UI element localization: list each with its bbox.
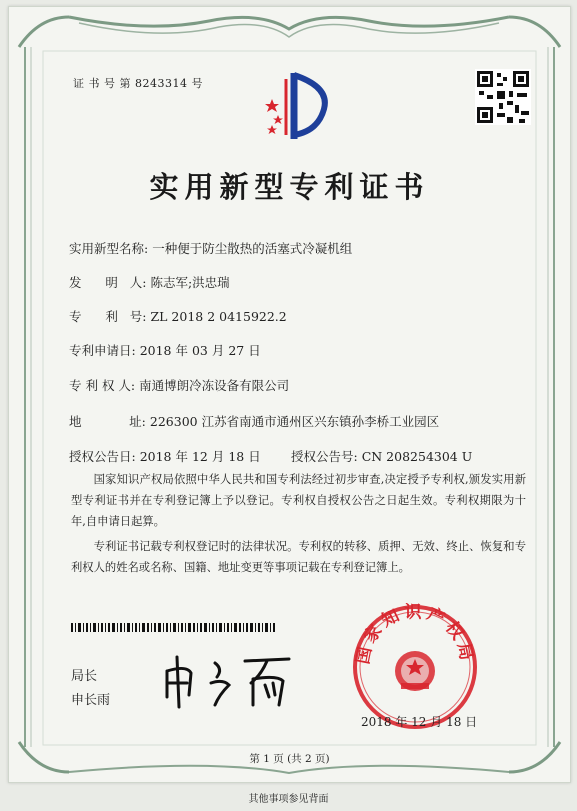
field-utility-model-name: 实用新型名称: 一种便于防尘散热的活塞式冷凝机组 bbox=[69, 241, 353, 256]
field-application-date: 专利申请日: 2018 年 03 月 27 日 bbox=[69, 343, 261, 358]
qr-code bbox=[475, 69, 531, 125]
page-indicator: 第 1 页 (共 2 页) bbox=[249, 753, 330, 765]
footer-note: 其他事项参见背面 bbox=[248, 794, 329, 805]
document-title: 实用新型专利证书 bbox=[149, 170, 430, 204]
seal-date: 2018 年 12 月 18 日 bbox=[361, 715, 478, 729]
official-seal bbox=[351, 603, 479, 731]
barcode bbox=[71, 623, 277, 632]
field-inventor: 发 明 人: 陈志军;洪忠瑞 bbox=[69, 275, 230, 290]
legal-paragraph-1: 国家知识产权局依照中华人民共和国专利法经过初步审查,决定授予专利权,颁发实用新型专利证书并在专利登记簿上予以登记。专利权自授权公告之日起生效。专利权期限为十年,自申请日起算。 bbox=[71, 473, 526, 528]
field-address: 地 址: 226300 江苏省南通市通州区兴东镇孙李桥工业园区 bbox=[69, 414, 440, 429]
director-name: 申长雨 bbox=[71, 693, 111, 708]
field-patentee: 专 利 权 人: 南通博朗冷冻设备有限公司 bbox=[69, 378, 290, 393]
certificate-number: 证 书 号 第 8243314 号 bbox=[73, 77, 203, 90]
field-grant-number: 授权公告号: CN 208254304 U bbox=[291, 449, 473, 464]
certificate-sheet bbox=[8, 6, 571, 783]
field-grant-date: 授权公告日: 2018 年 12 月 18 日 bbox=[69, 449, 261, 464]
legal-paragraph-2: 专利证书记载专利权登记时的法律状况。专利权的转移、质押、无效、终止、恢复和专利权人的姓名或名称、国籍、地址变更等事项记载在专利登记簿上。 bbox=[71, 540, 526, 574]
director-signature bbox=[157, 649, 307, 711]
director-title: 局长 bbox=[71, 669, 98, 684]
seal-text: 国家知识产权局 bbox=[353, 603, 477, 666]
cnipa-logo bbox=[264, 69, 328, 147]
field-patent-number: 专 利 号: ZL 2018 2 0415922.2 bbox=[69, 309, 287, 324]
